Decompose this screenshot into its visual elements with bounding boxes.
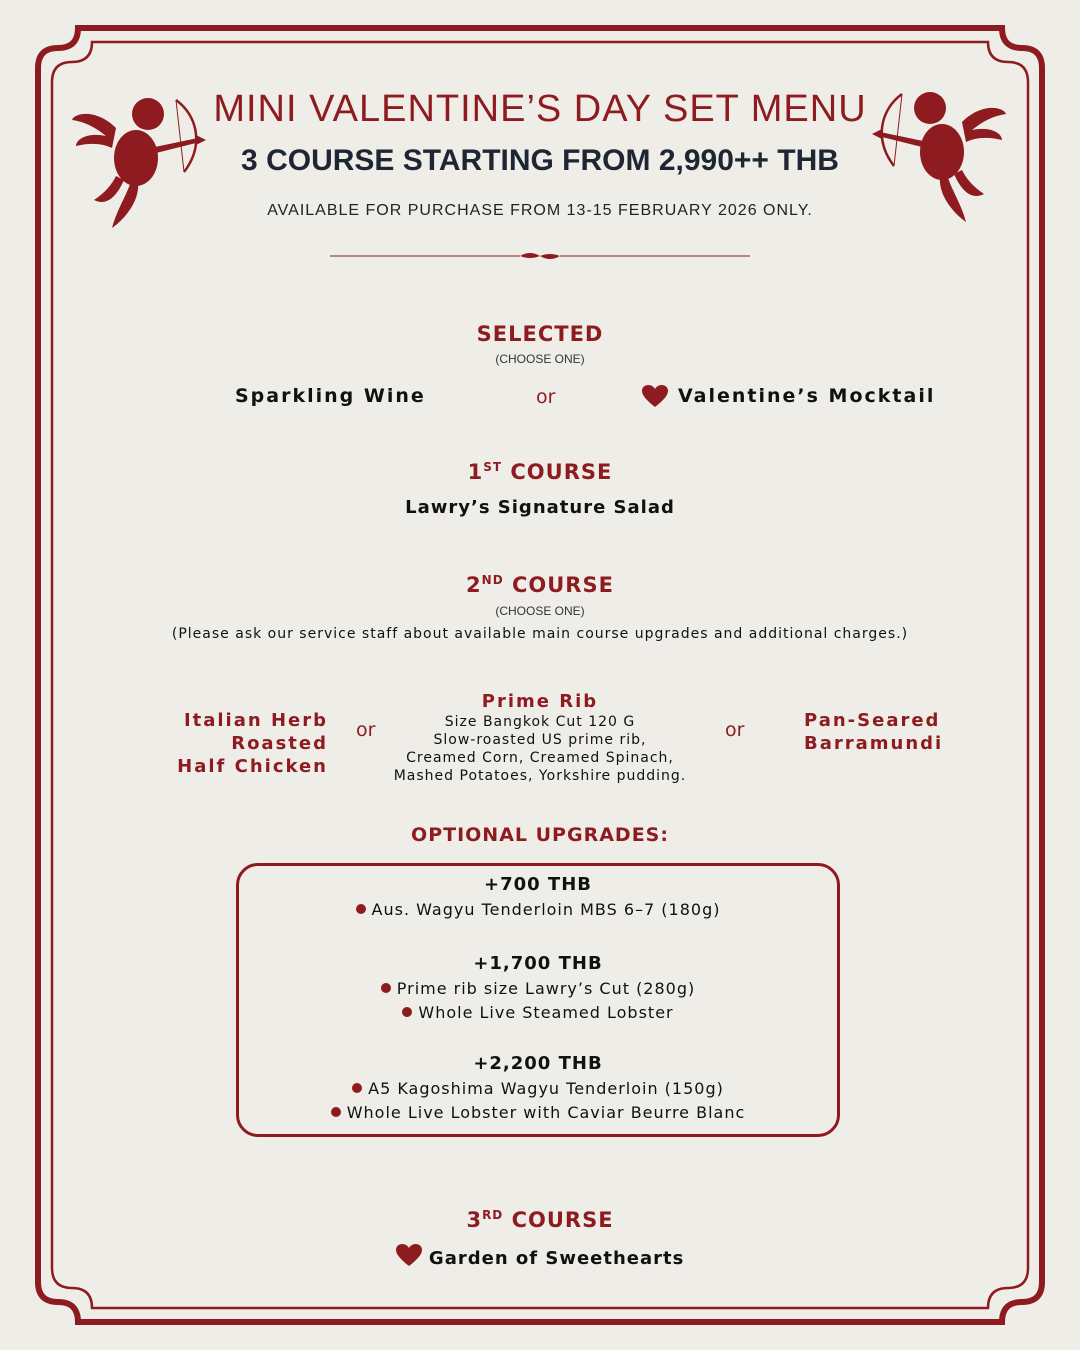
prime-rib-desc-1: Size Bangkok Cut 120 G [444, 714, 636, 730]
selected-title: SELECTED [476, 322, 604, 346]
upgrade-price-700: +700 THB [484, 874, 592, 895]
prime-rib-title: Prime Rib [481, 691, 599, 712]
prime-rib-desc-4: Mashed Potatoes, Yorkshire pudding. [393, 768, 687, 784]
main-option-prime-rib [390, 690, 690, 785]
upgrade-item: Aus. Wagyu Tenderloin MBS 6–7 (180g) [236, 900, 840, 919]
prime-rib-desc-3: Creamed Corn, Creamed Spinach, [406, 750, 674, 766]
course-3-title: 3RD COURSE [466, 1208, 614, 1232]
or-separator: or [536, 386, 556, 408]
or-separator: or [356, 719, 376, 741]
option-sparkling-wine: Sparkling Wine [235, 385, 426, 407]
bullet-dot-icon [352, 1083, 362, 1093]
upgrade-item: A5 Kagoshima Wagyu Tenderloin (150g) [236, 1079, 840, 1098]
course-1-dish: Lawry’s Signature Salad [405, 497, 675, 518]
upgrade-price-2200: +2,200 THB [473, 1053, 603, 1074]
menu-subtitle: 3 COURSE STARTING FROM 2,990++ THB [241, 144, 839, 177]
main-option-barramundi: Pan-Seared Barramundi [804, 710, 944, 754]
selected-choose-note: (CHOOSE ONE) [495, 352, 585, 366]
bullet-dot-icon [331, 1107, 341, 1117]
upgrades-title: OPTIONAL UPGRADES: [411, 824, 669, 846]
upgrade-price-1700: +1,700 THB [473, 953, 603, 974]
course-3-dish: Garden of Sweethearts [0, 1244, 1080, 1269]
upgrade-item: Whole Live Steamed Lobster [236, 1003, 840, 1022]
heart-icon [642, 385, 668, 408]
heart-icon [396, 1244, 422, 1267]
staff-note: (Please ask our service staff about available main course upgrades and additional charges.) [171, 626, 909, 642]
main-option-chicken: Italian Herb Roasted Half Chicken [177, 710, 328, 777]
upgrade-item: Prime rib size Lawry’s Cut (280g) [236, 979, 840, 998]
course-1-title: 1ST COURSE [467, 460, 613, 484]
bullet-dot-icon [402, 1007, 412, 1017]
upgrade-item: Whole Live Lobster with Caviar Beurre Blanc [236, 1103, 840, 1122]
menu-title: MINI VALENTINE’S DAY SET MENU [213, 88, 867, 130]
option-valentines-mocktail: Valentine’s Mocktail [678, 385, 936, 407]
course-2-title: 2ND COURSE [466, 573, 614, 597]
or-separator: or [725, 719, 745, 741]
ornament-divider-icon [330, 250, 750, 262]
bullet-dot-icon [356, 904, 366, 914]
course-2-choose-note: (CHOOSE ONE) [495, 604, 585, 618]
bullet-dot-icon [381, 983, 391, 993]
availability-text: AVAILABLE FOR PURCHASE FROM 13-15 FEBRUARY 2026 ONLY. [267, 202, 813, 219]
prime-rib-desc-2: Slow-roasted US prime rib, [433, 732, 647, 748]
